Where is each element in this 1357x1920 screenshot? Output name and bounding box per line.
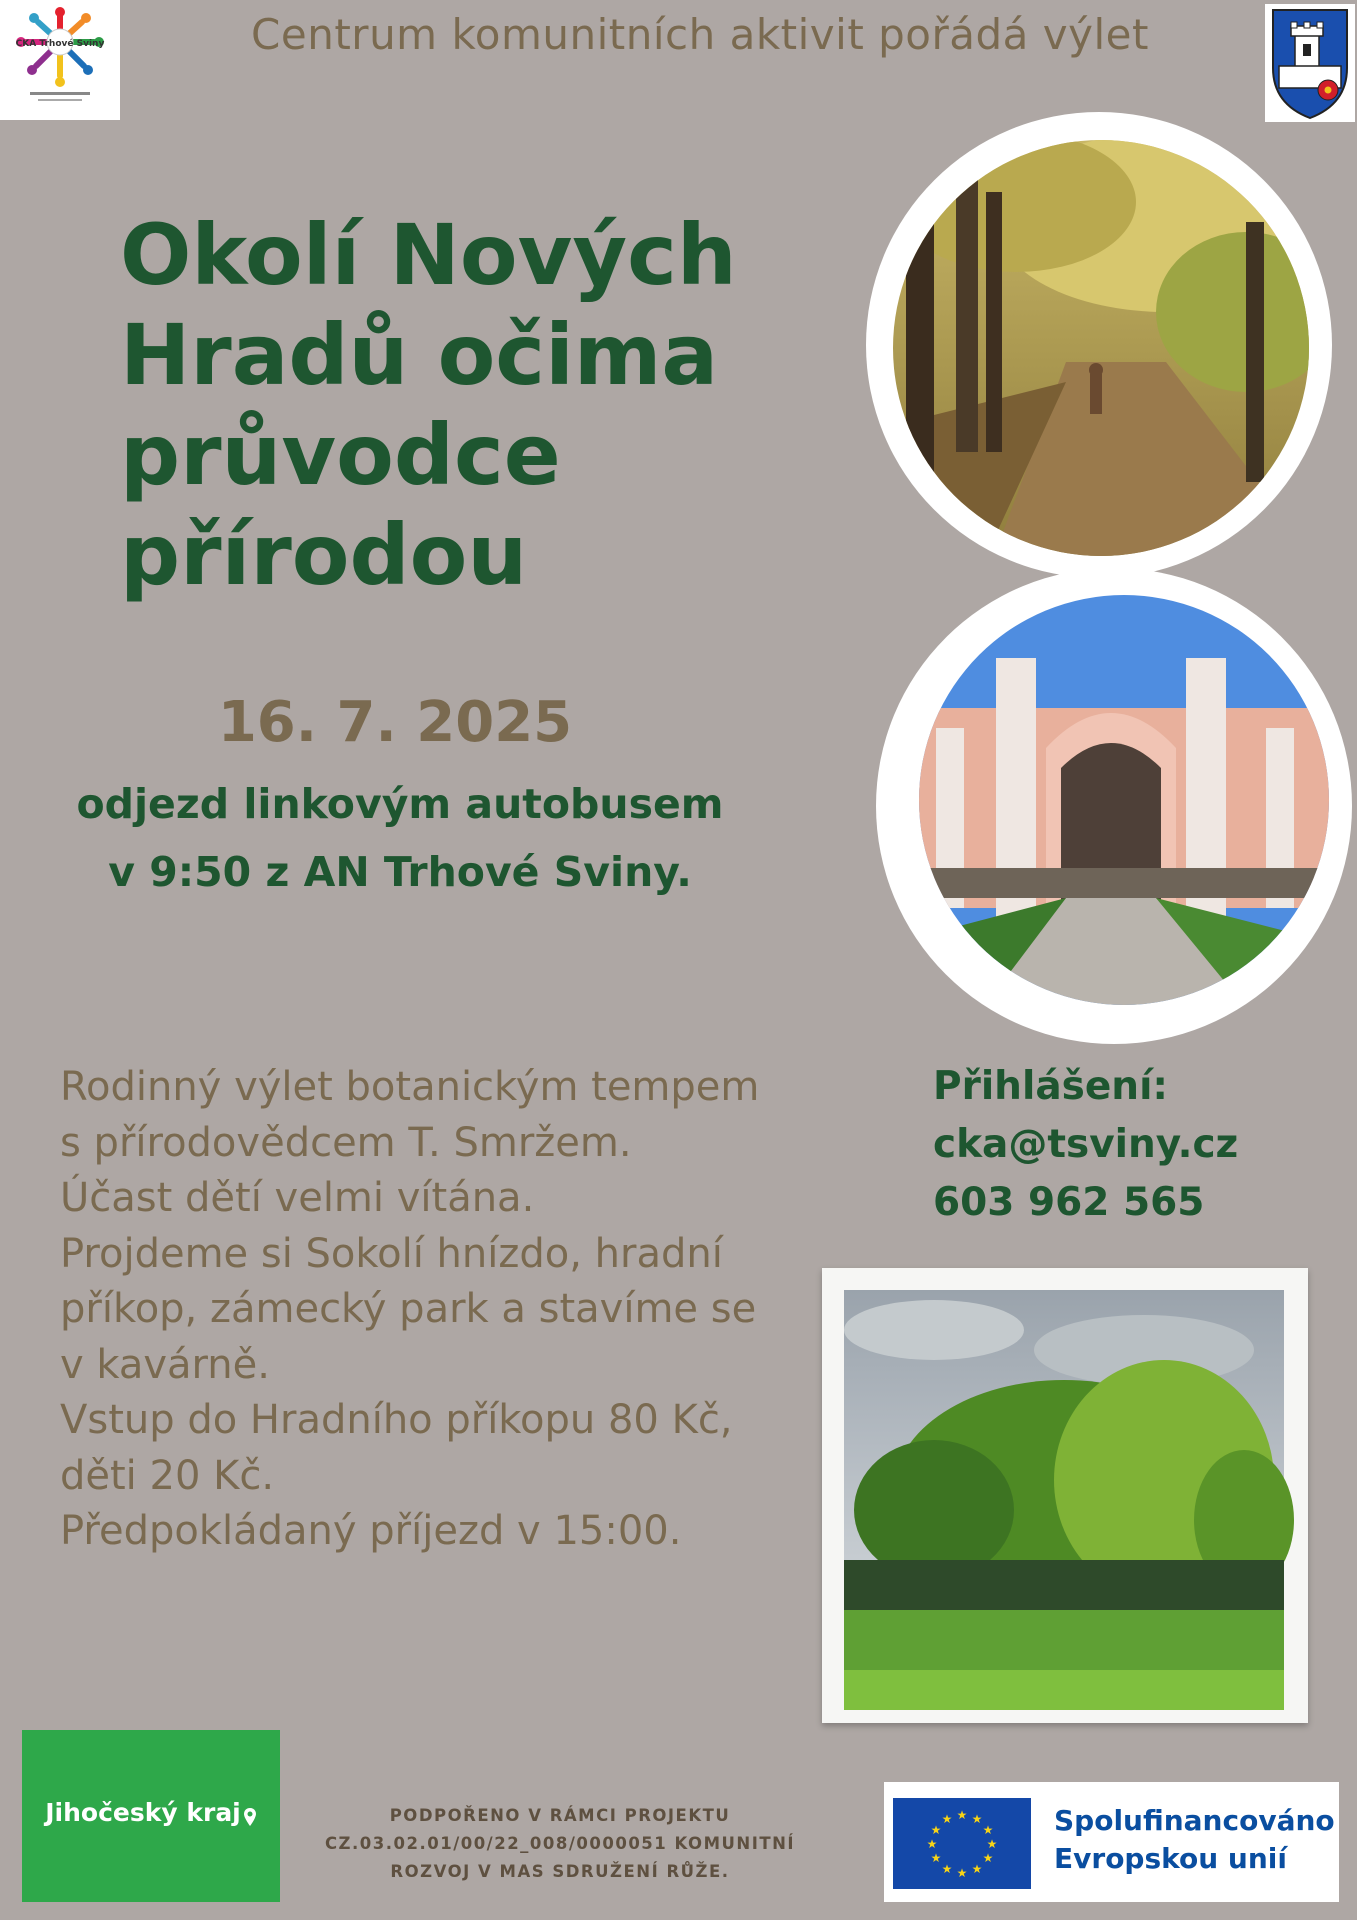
description-line: s přírodovědcem T. Smržem. xyxy=(60,1119,632,1166)
park-pond-image xyxy=(822,1268,1308,1723)
departure-info xyxy=(40,770,760,906)
departure-line: odjezd linkovým autobusem xyxy=(76,780,724,828)
svg-text:★: ★ xyxy=(986,1837,998,1851)
castle-gate-photo xyxy=(876,568,1352,1044)
location-pin-icon xyxy=(243,1807,257,1827)
svg-text:★: ★ xyxy=(930,1851,942,1865)
description-line: Předpokládaný příjezd v 15:00. xyxy=(60,1508,682,1554)
event-title xyxy=(120,205,840,605)
organizer-heading: Centrum komunitních aktivit pořádá výlet xyxy=(251,10,1149,59)
svg-text:★: ★ xyxy=(971,1862,983,1876)
registration-contact xyxy=(933,1058,1263,1232)
contact-phone[interactable]: 603 962 565 xyxy=(933,1180,1205,1225)
forest-photo xyxy=(866,112,1332,578)
kraj-name: Jihočeský kraj xyxy=(45,1798,241,1827)
registration-label: Přihlášení: xyxy=(933,1064,1169,1109)
title-line: přírodou xyxy=(120,506,528,604)
description-line: Účast dětí velmi vítána. xyxy=(60,1175,535,1221)
jihocesky-kraj-logo-text xyxy=(22,1798,280,1827)
castle-gate-image xyxy=(876,568,1352,1044)
svg-text:★: ★ xyxy=(941,1812,953,1826)
description-line: příkop, zámecký park a stavíme se xyxy=(60,1286,757,1332)
support-line: ROZVOJ V MAS SDRUŽENÍ RŮŽE. xyxy=(390,1862,730,1881)
support-line: PODPOŘENO V RÁMCI PROJEKTU xyxy=(389,1806,731,1825)
event-date: 16. 7. 2025 xyxy=(217,690,573,755)
project-support-note xyxy=(280,1802,840,1886)
description-line: děti 20 Kč. xyxy=(60,1452,275,1499)
forest-path-image xyxy=(866,112,1332,578)
eu-line: Evropskou unií xyxy=(1054,1842,1287,1875)
town-crest xyxy=(1265,4,1355,122)
eu-cofunding-text xyxy=(1054,1802,1344,1878)
eu-flag-icon xyxy=(893,1798,1031,1889)
description-line: Projdeme si Sokolí hnízdo, hradní xyxy=(60,1230,723,1277)
svg-text:★: ★ xyxy=(982,1851,994,1865)
svg-text:★: ★ xyxy=(941,1862,953,1876)
cka-logo-text: CKA Trhové Sviny xyxy=(15,39,105,49)
departure-line: v 9:50 z AN Trhové Sviny. xyxy=(108,848,692,896)
description-line: Rodinný výlet botanickým tempem xyxy=(60,1064,760,1110)
cka-people-logo-icon xyxy=(0,0,120,120)
park-pond-photo xyxy=(822,1268,1308,1723)
svg-text:★: ★ xyxy=(956,1866,968,1880)
cka-logo xyxy=(0,0,120,120)
svg-text:★: ★ xyxy=(926,1837,938,1851)
title-line: Hradů očima xyxy=(120,306,719,404)
title-line: průvodce xyxy=(120,406,561,504)
svg-text:★: ★ xyxy=(982,1823,994,1837)
town-crest-icon xyxy=(1265,4,1355,122)
event-description xyxy=(60,1060,820,1560)
contact-email[interactable]: cka@tsviny.cz xyxy=(933,1122,1239,1167)
description-line: Vstup do Hradního příkopu 80 Kč, xyxy=(60,1397,733,1443)
description-line: v kavárně. xyxy=(60,1341,270,1388)
support-line: CZ.03.02.01/00/22_008/0000051 KOMUNITNÍ xyxy=(324,1834,796,1853)
svg-text:★: ★ xyxy=(956,1808,968,1822)
title-line: Okolí Nových xyxy=(120,206,737,304)
svg-text:★: ★ xyxy=(971,1812,983,1826)
svg-text:★: ★ xyxy=(930,1823,942,1837)
eu-line: Spolufinancováno xyxy=(1054,1804,1335,1837)
